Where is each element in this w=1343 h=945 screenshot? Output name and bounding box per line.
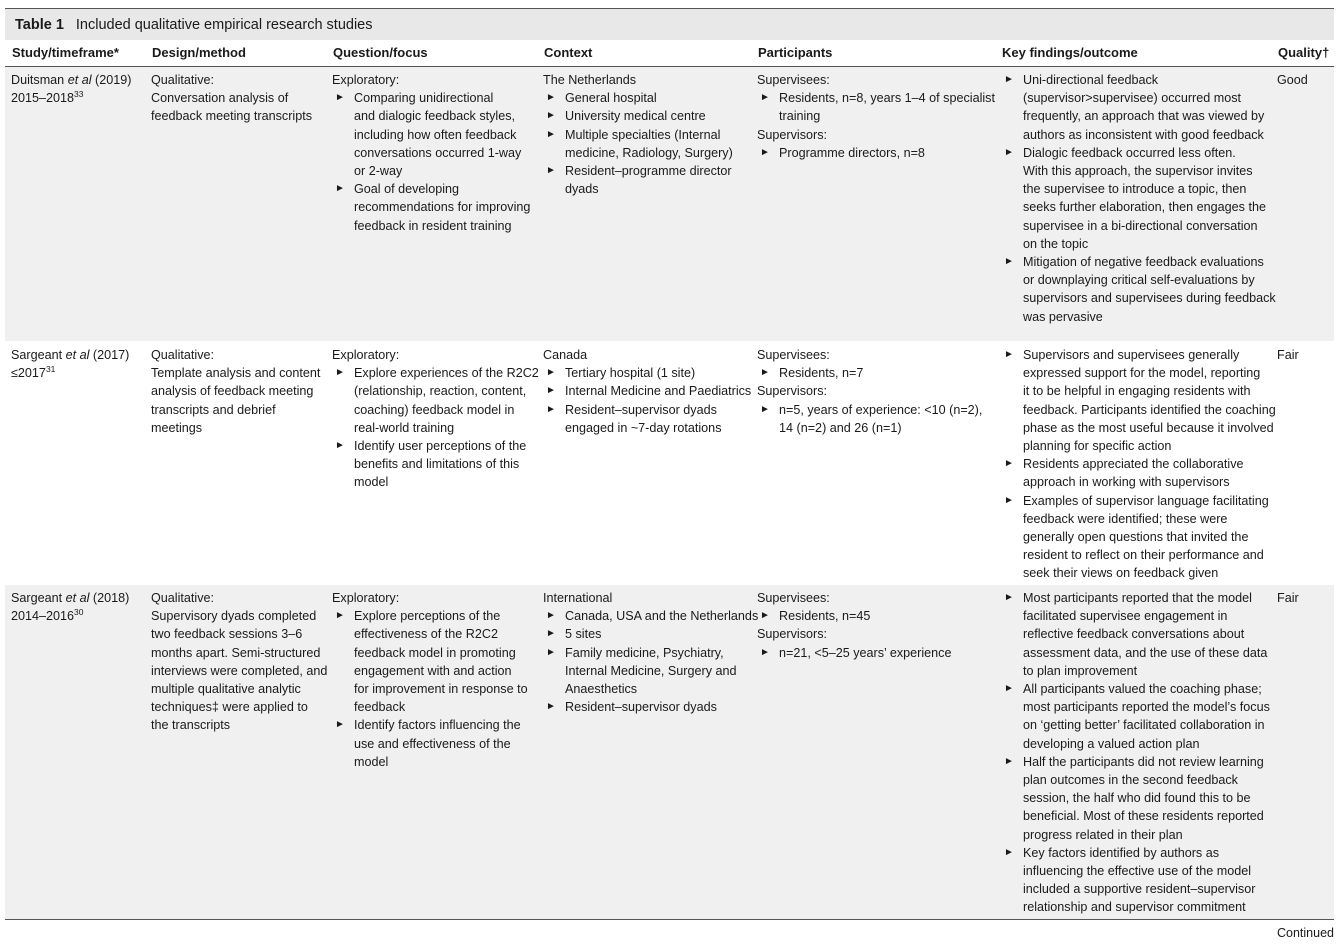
- bullet-item: [543, 89, 733, 107]
- bullet-arrow-icon: ►: [546, 385, 556, 397]
- participants-heading: Supervisors:: [757, 384, 827, 399]
- bullet-item: [543, 401, 751, 437]
- bullet-line: developing a valued action plan: [1023, 736, 1200, 751]
- cell-participants: [757, 346, 982, 437]
- text-line: the transcripts: [151, 718, 231, 733]
- text-line: two feedback sessions 3–6: [151, 627, 303, 642]
- bullet-line: planning for specific action: [1023, 439, 1172, 454]
- text-line: feedback meeting transcripts: [151, 109, 313, 124]
- bullet-item: [1001, 346, 1276, 455]
- study-etal: et al: [65, 591, 90, 605]
- bullet-arrow-icon: ►: [1004, 74, 1014, 85]
- bullet-item: [543, 625, 758, 643]
- bullet-item: [1001, 680, 1270, 753]
- bullet-line: engaged in ~7-day rotations: [565, 420, 722, 435]
- study-etal: et al: [67, 73, 92, 87]
- cell-study: [11, 71, 131, 107]
- bullet-line: for improvement in response to: [354, 682, 528, 697]
- cell-findings: [1001, 589, 1270, 917]
- bullet-line: model: [354, 754, 389, 769]
- cell-quality: [1277, 71, 1308, 89]
- bullet-item: [1001, 253, 1276, 326]
- bullet-line: feedback: [354, 700, 406, 715]
- context-heading: International: [543, 591, 613, 605]
- bullet-arrow-icon: ►: [1004, 494, 1014, 506]
- bullet-arrow-icon: ►: [546, 165, 556, 177]
- bullet-line: n=21, <5–25 years’ experience: [779, 645, 952, 660]
- text-line: interviews were completed, and: [151, 663, 328, 678]
- text-line: Qualitative:: [151, 591, 214, 605]
- bullet-line: (relationship, reaction, content,: [354, 384, 527, 399]
- bullet-line: most participants reported the model’s focus: [1023, 700, 1270, 715]
- participants-heading: Supervisees:: [757, 348, 830, 362]
- study-author: Sargeant: [11, 348, 66, 362]
- table-title: [15, 17, 373, 33]
- bullet-line: reflective feedback conversations about: [1023, 627, 1245, 642]
- bullet-item: [757, 89, 995, 125]
- column-header-quality: Quality†: [1278, 45, 1330, 60]
- bullet-item: [1001, 455, 1276, 491]
- bullet-line: included a supportive resident–supervisor: [1023, 882, 1256, 897]
- bullet-item: [543, 607, 758, 625]
- bullet-line: Supervisors and supervisees generally: [1023, 348, 1240, 362]
- bullet-line: Uni-directional feedback: [1023, 73, 1159, 87]
- bullet-line: on the topic: [1023, 236, 1089, 251]
- bullet-line: Half the participants did not review learning: [1023, 754, 1264, 769]
- bullet-line: approach in working with supervisors: [1023, 475, 1230, 490]
- bullet-line: benefits and limitations of this: [354, 457, 520, 472]
- bullet-line: 14 (n=2) and 26 (n=1): [779, 420, 902, 435]
- bullet-item: [757, 644, 951, 662]
- bullet-line: it to be helpful in engaging residents with: [1023, 384, 1251, 399]
- bullet-line: conversations occurred 1-way: [354, 145, 522, 160]
- bullet-line: Examples of supervisor language facilitating: [1023, 493, 1269, 508]
- quality-rating: Fair: [1277, 348, 1299, 362]
- text-line: Qualitative:: [151, 348, 214, 362]
- cell-question: [332, 589, 528, 771]
- cell-context: [543, 71, 733, 198]
- bullet-line: training: [779, 109, 821, 124]
- bullet-arrow-icon: ►: [335, 440, 345, 452]
- cell-context: [543, 346, 751, 437]
- bullet-line: 5 sites: [565, 627, 602, 642]
- bullet-line: supervisee in a bi-directional conversation: [1023, 218, 1258, 233]
- cell-participants: [757, 71, 995, 162]
- bullet-line: Identify user perceptions of the: [354, 439, 527, 454]
- cell-quality: [1277, 589, 1299, 607]
- bullet-item: [543, 698, 758, 716]
- bullet-line: phase as the most useful because it involved: [1023, 420, 1274, 435]
- bullet-line: feedback. Participants identified the coaching: [1023, 402, 1276, 417]
- text-line: multiple qualitative analytic: [151, 682, 301, 697]
- bullet-item: [1001, 753, 1270, 844]
- bullet-item: [1001, 492, 1276, 583]
- bullet-line: Comparing unidirectional: [354, 91, 494, 106]
- study-timeframe: [11, 607, 129, 625]
- bullet-item: [332, 716, 528, 771]
- bullet-line: Internal Medicine and Paediatrics: [565, 384, 752, 399]
- bullet-line: University medical centre: [565, 109, 706, 124]
- bullet-item: [757, 607, 951, 625]
- bullet-line: influencing the effective use of the model: [1023, 864, 1252, 879]
- question-heading: Exploratory:: [332, 348, 400, 362]
- bullet-line: Anaesthetics: [565, 682, 638, 697]
- bullet-line: progress related in their plan: [1023, 827, 1183, 842]
- column-header-findings: Key findings/outcome: [1002, 45, 1138, 60]
- bullet-line: Explore perceptions of the: [354, 609, 501, 624]
- cell-design: [151, 589, 327, 735]
- bullet-line: effectiveness of the R2C2: [354, 627, 498, 642]
- bullet-line: dyads: [565, 182, 599, 197]
- bullet-item: [1001, 844, 1270, 917]
- bullet-line: feedback model in promoting: [354, 645, 516, 660]
- bullet-line: authors as inconsistent with good feedback: [1023, 127, 1264, 142]
- reference-number: 30: [74, 607, 84, 618]
- bullet-arrow-icon: ►: [546, 367, 556, 379]
- bullet-line: engagement with and action: [354, 663, 512, 678]
- bullet-line: including how often feedback: [354, 127, 517, 142]
- cell-context: [543, 589, 758, 716]
- cell-design: [151, 71, 312, 126]
- bullet-arrow-icon: ►: [335, 367, 345, 379]
- text-line: Template analysis and content: [151, 366, 321, 381]
- bullet-arrow-icon: ►: [546, 403, 556, 415]
- bullet-arrow-icon: ►: [546, 110, 556, 122]
- column-header-design: Design/method: [152, 45, 246, 60]
- bullet-line: (supervisor>supervisee) occurred most: [1023, 91, 1242, 106]
- cell-findings: [1001, 346, 1276, 583]
- column-header-context: Context: [544, 45, 593, 60]
- bullet-line: or downplaying critical self-evaluations by: [1023, 273, 1255, 288]
- study-citation: [11, 589, 129, 607]
- quality-rating: Fair: [1277, 591, 1299, 605]
- bullet-line: Tertiary hospital (1 site): [565, 366, 696, 381]
- bullet-item: [332, 607, 528, 716]
- bullet-line: Programme directors, n=8: [779, 145, 925, 160]
- cell-participants: [757, 589, 951, 662]
- reference-number: 31: [45, 364, 56, 375]
- cell-study: [11, 589, 129, 625]
- bullet-line: All participants valued the coaching phase;: [1023, 682, 1262, 697]
- bullet-line: Residents appreciated the collaborative: [1023, 457, 1244, 472]
- bullet-line: expressed support for the model, reporting: [1023, 366, 1261, 381]
- table-row: [5, 342, 1334, 582]
- bullet-item: [1001, 144, 1276, 253]
- bullet-line: or 2-way: [354, 164, 403, 179]
- bullet-arrow-icon: ►: [546, 701, 556, 713]
- bullet-arrow-icon: ►: [1004, 458, 1014, 470]
- bullet-item: [543, 644, 758, 699]
- bullet-line: Most participants reported that the model: [1023, 591, 1252, 605]
- bullet-arrow-icon: ►: [1004, 349, 1014, 360]
- bullet-line: on ‘getting better’ facilitated collaboration in: [1023, 718, 1265, 733]
- bullet-line: Resident–supervisor dyads: [565, 700, 717, 715]
- bullet-line: n=5, years of experience: <10 (n=2),: [779, 402, 983, 417]
- bullet-arrow-icon: ►: [335, 719, 345, 731]
- bullet-line: Resident–supervisor dyads: [565, 402, 717, 417]
- bullet-arrow-icon: ►: [546, 628, 556, 640]
- bullet-line: plan outcomes in the second feedback: [1023, 773, 1238, 788]
- table-row: [5, 67, 1334, 341]
- bullet-line: assessment data, and the use of these data: [1023, 645, 1268, 660]
- bullet-line: Family medicine, Psychiatry,: [565, 645, 724, 660]
- bullet-arrow-icon: ►: [546, 128, 556, 140]
- bullet-line: the supervisee to introduce a topic, then: [1023, 182, 1247, 197]
- participants-heading: Supervisors:: [757, 627, 827, 642]
- bullet-item: [543, 364, 751, 382]
- bullet-line: facilitated supervisee engagement in: [1023, 609, 1228, 624]
- bullet-line: was pervasive: [1023, 309, 1103, 324]
- question-heading: Exploratory:: [332, 73, 400, 87]
- bullet-arrow-icon: ►: [760, 403, 770, 415]
- continued-label: Continued: [1277, 926, 1334, 940]
- bullet-line: session, the half who did found this to be: [1023, 791, 1251, 806]
- text-line: transcripts and debrief: [151, 402, 276, 417]
- bullet-item: [757, 144, 995, 162]
- bullet-item: [332, 437, 539, 492]
- bullet-line: seek their views on feedback given: [1023, 566, 1219, 581]
- bullet-arrow-icon: ►: [760, 610, 770, 622]
- text-line: meetings: [151, 420, 203, 435]
- bullet-arrow-icon: ►: [760, 146, 770, 158]
- bullet-line: medicine, Radiology, Surgery): [565, 145, 733, 160]
- bullet-line: seeks further elaboration, then engages the: [1023, 200, 1266, 215]
- bullet-line: Residents, n=8, years 1–4 of specialist: [779, 91, 995, 106]
- cell-question: [332, 346, 539, 492]
- bullet-arrow-icon: ►: [335, 610, 345, 622]
- table-title-bar: [5, 8, 1334, 40]
- study-author: Sargeant: [11, 591, 66, 605]
- bullet-arrow-icon: ►: [760, 367, 770, 379]
- bullet-arrow-icon: ►: [1004, 755, 1014, 767]
- bullet-line: General hospital: [565, 91, 657, 106]
- column-header-study: Study/timeframe*: [12, 45, 119, 60]
- bullet-line: model: [354, 475, 389, 490]
- bullet-arrow-icon: ►: [1004, 592, 1014, 603]
- quality-rating: Good: [1277, 73, 1308, 87]
- bullet-line: Residents, n=45: [779, 609, 871, 624]
- study-timeframe: [11, 364, 129, 382]
- study-citation: [11, 71, 131, 89]
- bullet-line: Mitigation of negative feedback evaluations: [1023, 255, 1264, 270]
- context-heading: The Netherlands: [543, 73, 637, 87]
- bullet-arrow-icon: ►: [1004, 683, 1014, 695]
- study-year: (2018): [89, 591, 130, 605]
- bullet-arrow-icon: ►: [760, 646, 770, 658]
- bullet-line: beneficial. Most of these residents reported: [1023, 809, 1264, 824]
- cell-quality: [1277, 346, 1299, 364]
- study-year: (2019): [91, 73, 132, 87]
- table-label: Table 1: [15, 17, 64, 33]
- bullet-arrow-icon: ►: [1004, 146, 1014, 158]
- bullet-arrow-icon: ►: [546, 92, 556, 104]
- study-timeframe: [11, 89, 131, 107]
- participants-heading: Supervisees:: [757, 591, 830, 605]
- cell-question: [332, 71, 530, 235]
- bullet-item: [543, 107, 733, 125]
- bullet-arrow-icon: ►: [1004, 256, 1014, 268]
- bullet-item: [543, 126, 733, 162]
- bullet-line: With this approach, the supervisor invites: [1023, 164, 1253, 179]
- bullet-item: [332, 89, 530, 180]
- bullet-line: supervisors and supervisees during feedback: [1023, 291, 1276, 306]
- participants-heading: Supervisees:: [757, 73, 830, 87]
- bullet-line: Explore experiences of the R2C2: [354, 366, 539, 381]
- table-caption: Included qualitative empirical research studies: [75, 17, 373, 33]
- study-author: Duitsman: [11, 73, 68, 87]
- reference-number: 33: [74, 89, 84, 100]
- bullet-line: Identify factors influencing the: [354, 718, 521, 733]
- column-header-question: Question/focus: [333, 45, 428, 60]
- bullet-arrow-icon: ►: [546, 610, 556, 622]
- bullet-line: generally open questions that invited the: [1023, 530, 1249, 545]
- bullet-line: use and effectiveness of the: [354, 736, 511, 751]
- bullet-item: [332, 364, 539, 437]
- context-heading: Canada: [543, 348, 588, 362]
- question-heading: Exploratory:: [332, 591, 400, 605]
- bullet-arrow-icon: ►: [546, 646, 556, 658]
- table-bottom-rule: [5, 919, 1334, 920]
- text-line: Conversation analysis of: [151, 91, 289, 106]
- text-line: techniques‡ were applied to: [151, 700, 308, 715]
- bullet-line: Key factors identified by authors as: [1023, 845, 1220, 860]
- bullet-line: Internal Medicine, Surgery and: [565, 663, 737, 678]
- table-header-row: [5, 39, 1334, 67]
- bullet-line: recommendations for improving: [354, 200, 531, 215]
- text-line: analysis of feedback meeting: [151, 384, 314, 399]
- bullet-line: coaching) feedback model in: [354, 402, 515, 417]
- cell-design: [151, 346, 320, 437]
- cell-study: [11, 346, 129, 382]
- study-citation: [11, 346, 129, 364]
- bullet-line: Resident–programme director: [565, 164, 732, 179]
- bullet-item: [1001, 71, 1276, 144]
- timeframe-text: 2014–2016: [11, 609, 75, 624]
- bullet-arrow-icon: ►: [1004, 846, 1014, 858]
- bullet-item: [757, 401, 982, 437]
- text-line: months apart. Semi-structured: [151, 645, 321, 660]
- participants-heading: Supervisors:: [757, 127, 827, 142]
- table-row: [5, 585, 1334, 919]
- text-line: Qualitative:: [151, 73, 214, 87]
- bullet-line: Canada, USA and the Netherlands: [565, 609, 759, 624]
- bullet-line: feedback in resident training: [354, 218, 512, 233]
- text-line: Supervisory dyads completed: [151, 609, 317, 624]
- bullet-line: frequently, an approach that was viewed by: [1023, 109, 1265, 124]
- cell-findings: [1001, 71, 1276, 326]
- timeframe-text: ≤2017: [11, 366, 46, 381]
- bullet-line: relationship and supervisor commitment: [1023, 900, 1246, 915]
- bullet-line: resident to reflect on their performance and: [1023, 548, 1264, 563]
- bullet-line: Multiple specialties (Internal: [565, 127, 721, 142]
- bullet-arrow-icon: ►: [335, 92, 345, 104]
- bullet-line: real-world training: [354, 420, 455, 435]
- column-header-participants: Participants: [758, 45, 833, 60]
- bullet-item: [757, 364, 982, 382]
- timeframe-text: 2015–2018: [11, 91, 75, 106]
- bullet-arrow-icon: ►: [335, 183, 345, 195]
- study-etal: et al: [65, 348, 90, 362]
- bullet-line: Dialogic feedback occurred less often.: [1023, 145, 1236, 160]
- bullet-line: and dialogic feedback styles,: [354, 109, 516, 124]
- bullet-line: Residents, n=7: [779, 366, 864, 381]
- bullet-item: [543, 382, 751, 400]
- bullet-line: to plan improvement: [1023, 663, 1138, 678]
- bullet-line: feedback were identified; these were: [1023, 511, 1228, 526]
- bullet-item: [543, 162, 733, 198]
- bullet-line: Goal of developing: [354, 182, 460, 197]
- bullet-item: [1001, 589, 1270, 680]
- bullet-item: [332, 180, 530, 235]
- study-year: (2017): [89, 348, 130, 362]
- bullet-arrow-icon: ►: [760, 92, 770, 104]
